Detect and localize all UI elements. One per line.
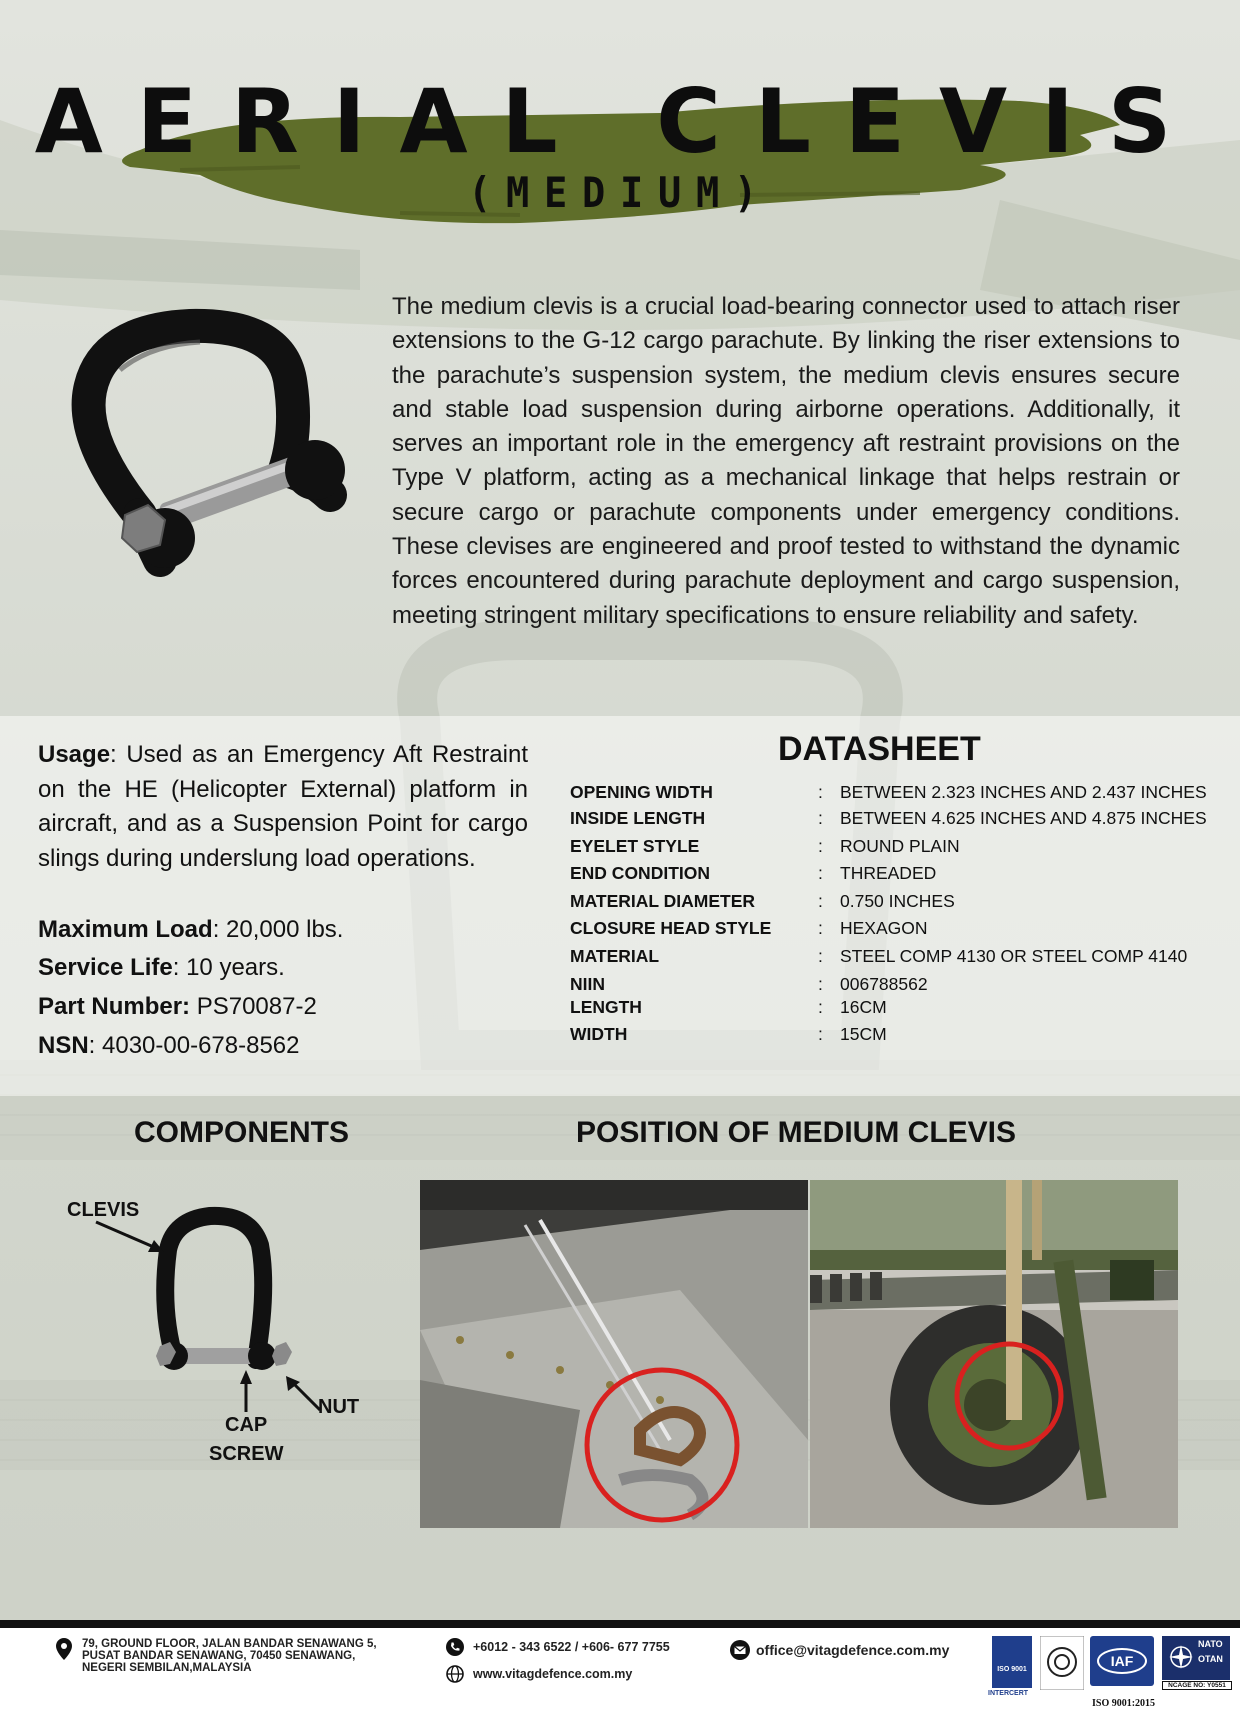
datasheet-separator: :: [818, 918, 823, 938]
datasheet-key: MATERIAL DIAMETER: [570, 891, 756, 911]
max-load-value: : 20,000 lbs.: [212, 916, 344, 943]
nsn: [38, 1032, 538, 1060]
phone-icon: [446, 1638, 464, 1656]
footer-address: [82, 1638, 377, 1674]
footer-phone: +6012 - 343 6522 / +606- 677 7755: [473, 1640, 670, 1654]
datasheet-key: WIDTH: [570, 1024, 628, 1044]
screw-callout: SCREW: [209, 1443, 284, 1465]
iso-9001-2015-text: ISO 9001:2015: [1092, 1698, 1156, 1709]
globe-icon: [446, 1665, 464, 1683]
nsn-label: NSN: [38, 1032, 89, 1059]
datasheet-value: 006788562: [840, 974, 928, 994]
cap-callout: CAP: [225, 1414, 268, 1436]
datasheet-row: [570, 918, 1230, 944]
datasheet-value: ROUND PLAIN: [840, 836, 960, 856]
address-line-3: NEGERI SEMBILAN,MALAYSIA: [82, 1662, 252, 1674]
iaf-mark: IAF: [1097, 1648, 1147, 1674]
datasheet-separator: :: [818, 946, 823, 966]
part-number: [38, 993, 538, 1021]
datasheet-value: 15CM: [840, 1024, 887, 1044]
max-load: [38, 916, 538, 944]
datasheet-row: [570, 997, 1230, 1023]
service-life: [38, 954, 538, 982]
datasheet-row: [570, 1024, 1230, 1050]
datasheet-key: INSIDE LENGTH: [570, 808, 706, 828]
datasheet-key: CLOSURE HEAD STYLE: [570, 918, 772, 938]
datasheet-value: BETWEEN 4.625 INCHES AND 4.875 INCHES: [840, 808, 1207, 828]
part-number-label: Part Number:: [38, 993, 191, 1020]
iso-9001-cert-logo: [992, 1636, 1032, 1688]
datasheet-row: [570, 863, 1230, 889]
datasheet-key: LENGTH: [570, 997, 642, 1017]
datasheet-separator: :: [818, 782, 823, 802]
service-life-value: : 10 years.: [172, 954, 285, 981]
max-load-label: Maximum Load: [38, 916, 213, 943]
datasheet-separator: :: [818, 1024, 823, 1044]
nato-text: NATO: [1198, 1639, 1223, 1649]
service-life-label: Service Life: [38, 954, 173, 981]
footer-website[interactable]: www.vitagdefence.com.my: [473, 1667, 633, 1681]
datasheet-separator: :: [818, 891, 823, 911]
datasheet-value: THREADED: [840, 863, 937, 883]
location-pin-icon: [56, 1638, 72, 1660]
datasheet-value: HEXAGON: [840, 918, 928, 938]
datasheet-row: [570, 808, 1230, 834]
datasheet-row: [570, 946, 1230, 972]
intercert-text: INTERCERT: [988, 1690, 1029, 1697]
datasheet-title: DATASHEET: [778, 730, 981, 768]
nato-cert-logo: [1162, 1636, 1230, 1680]
datasheet-key: MATERIAL: [570, 946, 660, 966]
datasheet-separator: :: [818, 808, 823, 828]
datasheet-separator: :: [818, 974, 823, 994]
datasheet-key: NIIN: [570, 974, 605, 994]
address-line-2: PUSAT BANDAR SENAWANG, 70450 SENAWANG,: [82, 1650, 356, 1662]
position-title: POSITION OF MEDIUM CLEVIS: [576, 1116, 1017, 1149]
cert-iso9001-text: ISO 9001: [997, 1666, 1027, 1673]
product-description: The medium clevis is a crucial load-bearing connector used to attach riser extensions to the G-12 cargo parachute. By linking the riser extensions to the parachute’s suspension system, the medium clevis ensures secure and stable load suspension during airborne operations. Additionally, it serves an important role in the emergency aft restraint provisions on the Type V platform, acting as a mechanical linkage that helps restrain or secure cargo or parachute components under emergency conditions. These clevises are engineered and proof tested to withstand the dynamic forces encountered during parachute deployment and cargo suspension, meeting stringent military specifications to ensure reliability and safety.: [392, 293, 1180, 629]
datasheet-separator: :: [818, 863, 823, 883]
datasheet-key: END CONDITION: [570, 863, 710, 883]
nut-callout: NUT: [318, 1396, 360, 1418]
datasheet-row: [570, 891, 1230, 917]
part-number-value: PS70087-2: [190, 993, 317, 1020]
datasheet-value: BETWEEN 2.323 INCHES AND 2.437 INCHES: [840, 782, 1207, 802]
footer-email[interactable]: office@vitagdefence.com.my: [756, 1642, 950, 1658]
ncage-text: NCAGE NO: Y0551: [1162, 1681, 1232, 1690]
nato-star-icon: [1168, 1644, 1194, 1670]
page-subtitle: (MEDIUM): [468, 168, 772, 217]
usage-text: : Used as an Emergency Aft Restraint on the HE (Helicopter External) platform in aircraft, and as a Suspension Point for cargo slings during underslung load operations.: [38, 741, 528, 872]
otan-text: OTAN: [1198, 1654, 1223, 1664]
clevis-callout: CLEVIS: [67, 1199, 140, 1221]
datasheet-row: [570, 782, 1230, 808]
usage-label: Usage: [38, 741, 111, 768]
page-title: AERIAL CLEVIS: [34, 70, 1206, 173]
nsn-value: : 4030-00-678-8562: [88, 1032, 300, 1059]
iaf-cert-logo: [1090, 1636, 1154, 1686]
howitzer-wheel-photo: [810, 1180, 1178, 1528]
datasheet-value: STEEL COMP 4130 OR STEEL COMP 4140: [840, 946, 1188, 966]
datasheet-value: 16CM: [840, 997, 887, 1017]
datasheet-separator: :: [818, 836, 823, 856]
footer-divider: [0, 1620, 1240, 1628]
datasheet-key: EYELET STYLE: [570, 836, 700, 856]
clevis-product-image: [40, 300, 370, 630]
address-line-1: 79, GROUND FLOOR, JALAN BANDAR SENAWANG 5,: [82, 1638, 377, 1650]
components-title: COMPONENTS: [134, 1116, 350, 1149]
datasheet-separator: :: [818, 997, 823, 1017]
jas-anz-cert-logo: [1040, 1636, 1084, 1690]
datasheet-value: 0.750 INCHES: [840, 891, 955, 911]
usage-paragraph: [38, 738, 528, 876]
datasheet-key: OPENING WIDTH: [570, 782, 713, 802]
email-icon: [730, 1640, 750, 1660]
platform-photo: [420, 1180, 808, 1528]
datasheet-row: [570, 836, 1230, 862]
